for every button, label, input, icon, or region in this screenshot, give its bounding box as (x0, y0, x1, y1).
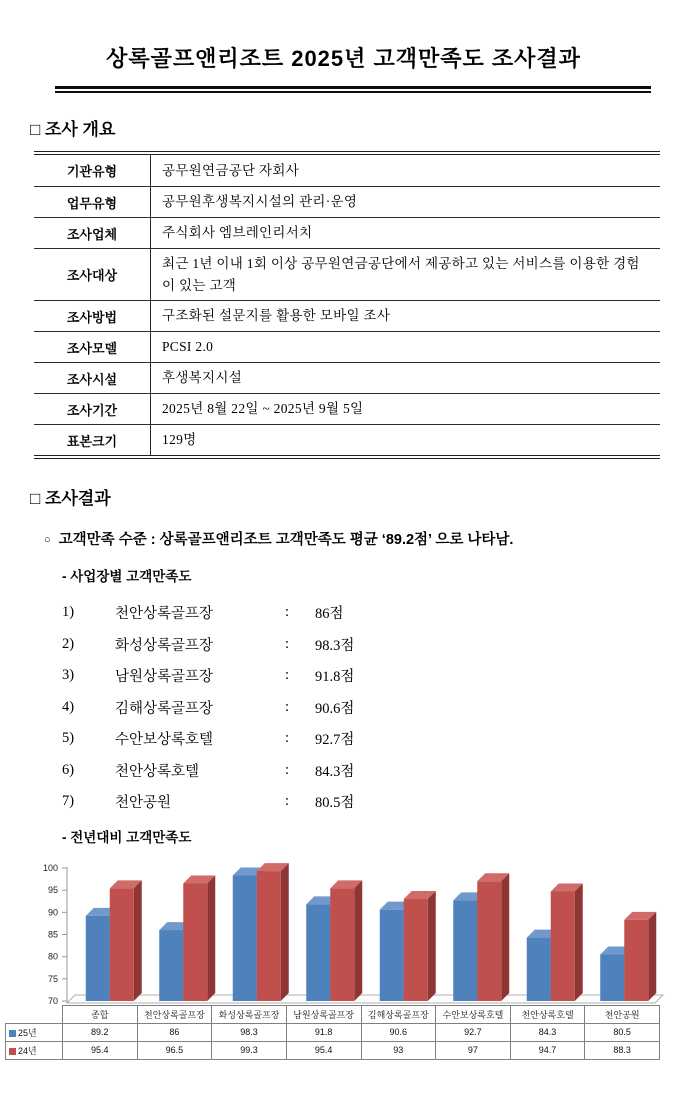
bar-24년 (624, 912, 656, 1001)
site-score-list (62, 597, 687, 818)
chart-category-header: 화성상록골프장 (212, 1005, 287, 1023)
list-item (62, 629, 687, 661)
legend-cell: 25년 (6, 1023, 63, 1041)
site-name: 천안상록호텔 (115, 763, 200, 780)
bar-24년 (183, 875, 215, 1000)
chart-value-cell: 96.5 (137, 1041, 212, 1059)
colon-separator: : (284, 604, 290, 621)
document-title: 상록골프앤리조트 2025년 고객만족도 조사결과 (106, 46, 581, 71)
row-label: 표본크기 (34, 425, 151, 455)
row-value: 구조화된 설문지를 활용한 모바일 조사 (162, 308, 391, 324)
list-item (62, 723, 687, 755)
chart-category-header: 천안공원 (585, 1005, 660, 1023)
table-bottom-border (34, 455, 660, 459)
list-item (62, 660, 687, 692)
chart-plot (0, 855, 668, 1005)
row-value: 최근 1년 이내 1회 이상 공무원연금공단에서 제공하고 있는 서비스를 이용한 경험이 있는 고객 (162, 256, 640, 293)
table-row (34, 155, 660, 186)
chart-value-cell: 91.8 (286, 1023, 361, 1041)
row-value: 후생복지시설 (162, 370, 243, 386)
document-page (0, 42, 687, 1096)
list-item (62, 597, 687, 629)
y-axis-tick-label: 90 (47, 907, 58, 918)
row-label: 기관유형 (34, 155, 151, 186)
item-number: 2) (62, 635, 75, 652)
chart-value-cell: 93 (361, 1041, 436, 1059)
chart-value-cell: 84.3 (510, 1023, 585, 1041)
y-axis-tick-label: 100 (42, 862, 58, 873)
row-label: 조사대상 (34, 249, 151, 300)
item-number: 7) (62, 793, 75, 810)
chart-category-header: 천안상록골프장 (137, 1005, 212, 1023)
table-row (34, 300, 660, 331)
legend-swatch (9, 1030, 16, 1037)
chart-value-cell: 95.4 (286, 1041, 361, 1059)
results-section-heading: □ 조사결과 (30, 489, 111, 509)
site-score: 92.7점 (315, 732, 355, 749)
item-number: 3) (62, 667, 75, 684)
overview-rows (34, 155, 660, 455)
item-number: 4) (62, 698, 75, 715)
row-label: 업무유형 (34, 187, 151, 217)
list-item (62, 786, 687, 818)
circle-bullet: ○ (44, 534, 51, 547)
chart-category-header: 천안상록호텔 (510, 1005, 585, 1023)
item-number: 1) (62, 604, 75, 621)
y-axis-tick-label: 80 (47, 951, 58, 962)
list-item (62, 692, 687, 724)
colon-separator: : (284, 730, 290, 747)
chart-value-cell: 94.7 (510, 1041, 585, 1059)
chart-value-cell: 99.3 (212, 1041, 287, 1059)
chart-value-cell: 89.2 (63, 1023, 138, 1041)
satisfaction-summary (44, 528, 687, 549)
chart-value-cell: 86 (137, 1023, 212, 1041)
row-value: 129명 (162, 432, 197, 448)
site-score: 84.3점 (315, 763, 355, 780)
row-label: 조사모델 (34, 332, 151, 362)
bar-24년 (257, 863, 289, 1001)
y-axis-tick-label: 95 (47, 884, 58, 895)
site-name: 남원상록골프장 (115, 669, 214, 686)
site-name: 천안공원 (115, 795, 172, 812)
site-score: 86점 (315, 606, 344, 623)
chart-category-header: 종합 (63, 1005, 138, 1023)
row-label: 조사방법 (34, 301, 151, 331)
row-value: 공무원후생복지시설의 관리·운영 (162, 194, 358, 210)
y-axis-tick-label: 85 (47, 929, 58, 940)
bar-24년 (404, 891, 436, 1001)
colon-separator: : (284, 761, 290, 778)
bar-24년 (110, 880, 142, 1001)
title-divider (55, 86, 651, 93)
item-number: 5) (62, 730, 75, 747)
bar-24년 (477, 873, 509, 1001)
chart-category-header: 김해상록골프장 (361, 1005, 436, 1023)
table-row (34, 393, 660, 424)
chart-table-corner (6, 1005, 63, 1023)
row-label: 조사기간 (34, 394, 151, 424)
chart-category-header: 남원상록골프장 (286, 1005, 361, 1023)
summary-text: 고객만족 수준 : 상록골프앤리조트 고객만족도 평균 ‘89.2점’ 으로 나타남. (58, 532, 514, 549)
table-row (34, 248, 660, 300)
table-row (34, 424, 660, 455)
bar-24년 (330, 880, 362, 1001)
bar-24년 (551, 883, 583, 1001)
row-value: 2025년 8월 22일 ~ 2025년 9월 5일 (162, 401, 364, 417)
chart-value-cell: 95.4 (63, 1041, 138, 1059)
chart-heading: - 전년대비 고객만족도 (62, 829, 192, 845)
site-name: 김해상록골프장 (115, 700, 214, 717)
chart-value-cell: 97 (436, 1041, 511, 1059)
y-axis-tick-label: 75 (47, 973, 58, 984)
row-value: 공무원연금공단 자회사 (162, 162, 300, 178)
chart-value-cell: 90.6 (361, 1023, 436, 1041)
row-label: 조사시설 (34, 363, 151, 393)
table-row (34, 331, 660, 362)
row-value: 주식회사 엠브레인리서치 (162, 225, 313, 241)
legend-cell: 24년 (6, 1041, 63, 1059)
site-score: 91.8점 (315, 669, 355, 686)
colon-separator: : (284, 793, 290, 810)
overview-table (34, 151, 660, 459)
site-name: 화성상록골프장 (115, 637, 214, 654)
site-score: 98.3점 (315, 637, 355, 654)
table-row (34, 217, 660, 248)
item-number: 6) (62, 761, 75, 778)
site-name: 수안보상록호텔 (115, 732, 214, 749)
row-label: 조사업체 (34, 218, 151, 248)
list-heading: - 사업장별 고객만족도 (62, 569, 192, 585)
overview-section-heading: □ 조사 개요 (30, 120, 116, 139)
colon-separator: : (284, 698, 290, 715)
chart-data-table (5, 1005, 660, 1060)
chart-value-cell: 80.5 (585, 1023, 660, 1041)
y-axis-tick-label: 70 (47, 995, 58, 1005)
list-item (62, 755, 687, 787)
site-score: 80.5점 (315, 795, 355, 812)
colon-separator: : (284, 667, 290, 684)
site-name: 천안상록골프장 (115, 606, 214, 623)
row-value: PCSI 2.0 (162, 339, 214, 355)
chart-value-cell: 88.3 (585, 1041, 660, 1059)
chart-category-header: 수안보상록호텔 (436, 1005, 511, 1023)
table-row (34, 186, 660, 217)
chart-value-cell: 98.3 (212, 1023, 287, 1041)
satisfaction-chart (0, 855, 687, 1060)
colon-separator: : (284, 635, 290, 652)
table-row (34, 362, 660, 393)
site-score: 90.6점 (315, 700, 355, 717)
chart-table-wrap (5, 1005, 660, 1060)
chart-value-cell: 92.7 (436, 1023, 511, 1041)
